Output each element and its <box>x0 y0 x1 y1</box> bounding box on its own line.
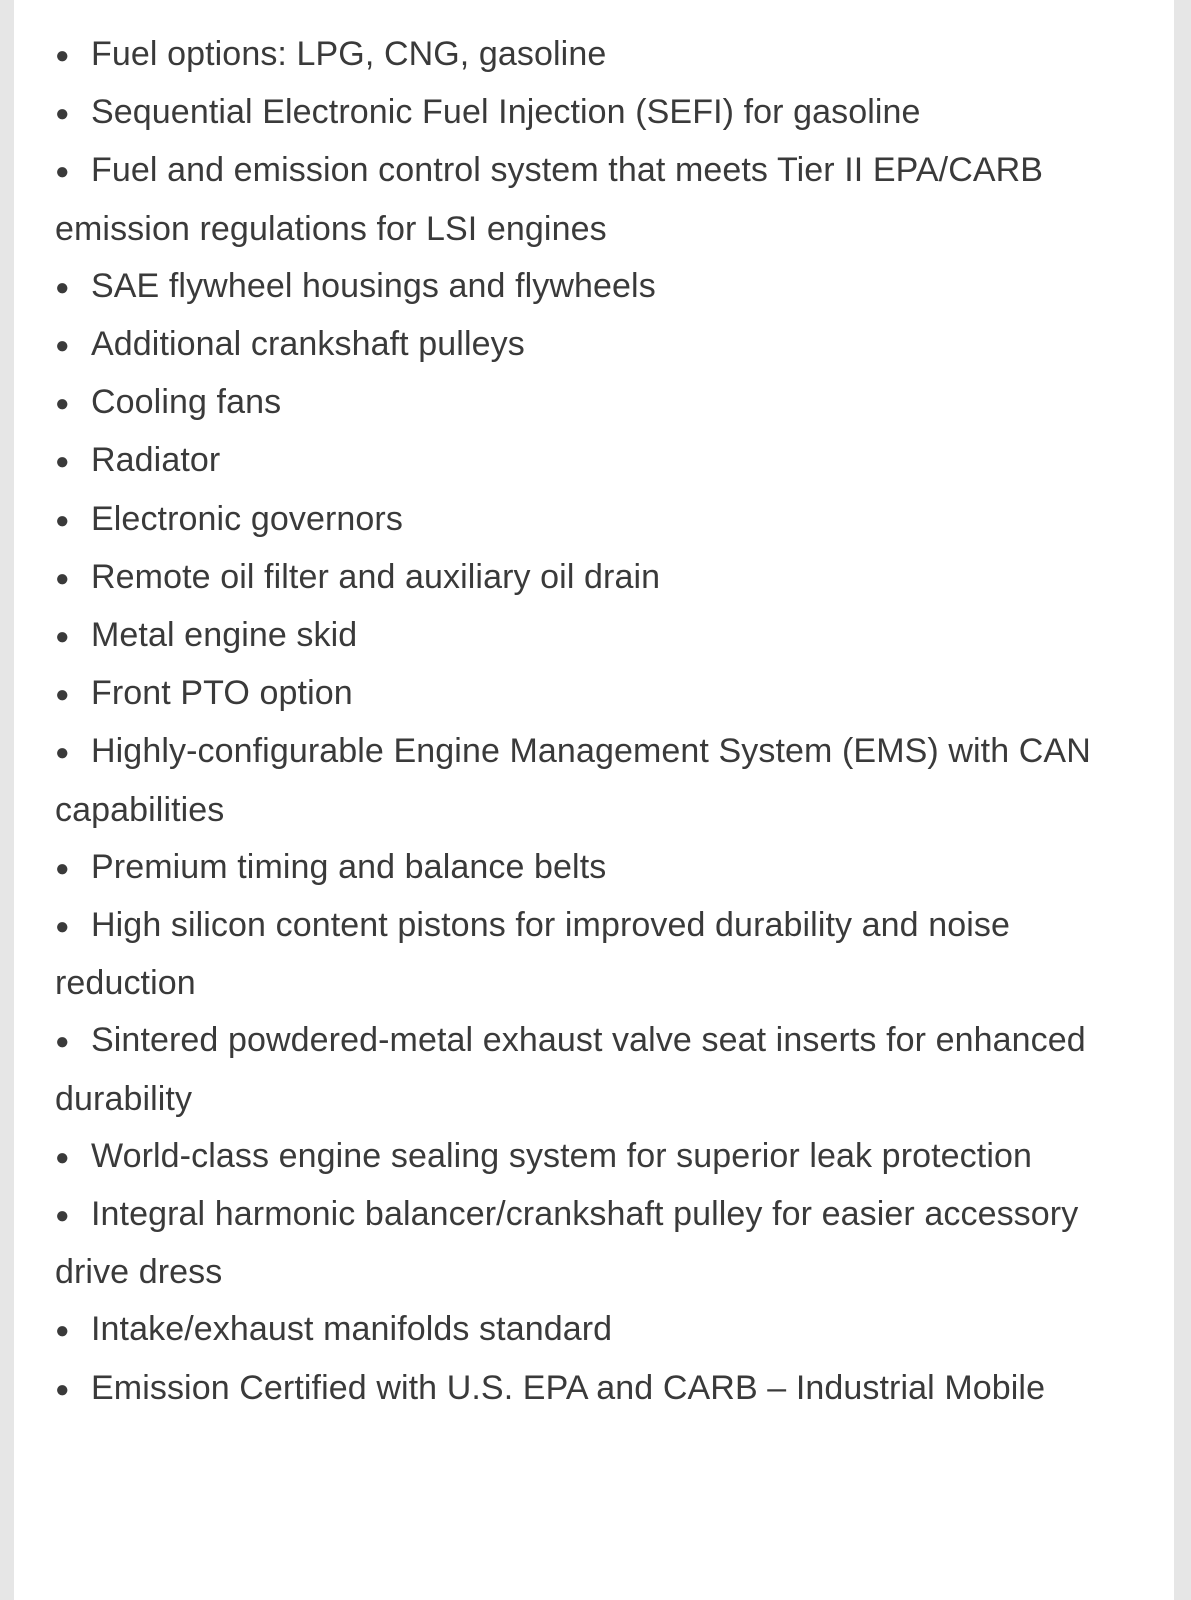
list-item <box>55 607 1130 665</box>
list-item-text: Electronic governors <box>91 499 403 538</box>
bullet-icon: ● <box>55 913 70 941</box>
bullet-icon: ● <box>55 1028 70 1056</box>
list-item <box>55 316 1130 374</box>
feature-list <box>55 26 1130 1418</box>
bullet-icon: ● <box>55 158 70 186</box>
document-page <box>14 0 1174 1600</box>
bullet-icon: ● <box>55 273 70 301</box>
bullet-icon: ● <box>55 332 70 360</box>
list-item <box>55 1301 1130 1359</box>
list-item <box>55 1128 1130 1186</box>
bullet-icon: ● <box>55 564 70 592</box>
list-item-text: Additional crankshaft pulleys <box>91 325 525 364</box>
list-item <box>55 897 1130 1012</box>
list-item-text: Sequential Electronic Fuel Injection (SEFI) for gasoline <box>91 93 921 132</box>
list-item-text: Highly-configurable Engine Management System (EMS) with CAN capabilities <box>55 732 1091 829</box>
list-item <box>55 374 1130 432</box>
list-item <box>55 1360 1130 1418</box>
bullet-icon: ● <box>55 390 70 418</box>
bullet-icon: ● <box>55 506 70 534</box>
bullet-icon: ● <box>55 1375 70 1403</box>
list-item <box>55 665 1130 723</box>
list-item-text: Fuel options: LPG, CNG, gasoline <box>91 35 607 73</box>
bullet-icon: ● <box>55 448 70 476</box>
list-item-text: Front PTO option <box>91 674 353 713</box>
list-item <box>55 1186 1130 1301</box>
list-item <box>55 491 1130 549</box>
list-item-text: Metal engine skid <box>91 616 358 655</box>
list-item-text: Emission Certified with U.S. EPA and CARB – Industrial Mobile <box>91 1368 1046 1407</box>
list-item-text: Integral harmonic balancer/crankshaft pulley for easier accessory drive dress <box>55 1195 1079 1292</box>
list-item-text: Radiator <box>91 441 221 480</box>
list-item-text: High silicon content pistons for improved durability and noise reduction <box>55 906 1011 1003</box>
list-item-text: Premium timing and balance belts <box>91 847 607 886</box>
list-item <box>55 549 1130 607</box>
bullet-icon: ● <box>55 623 70 651</box>
bullet-icon: ● <box>55 1143 70 1171</box>
list-item <box>55 142 1130 257</box>
bullet-icon: ● <box>55 739 70 767</box>
list-item-text: Cooling fans <box>91 383 282 422</box>
list-item <box>55 1012 1130 1127</box>
bullet-icon: ● <box>55 42 70 69</box>
list-item <box>55 432 1130 490</box>
list-item <box>55 84 1130 142</box>
list-item-text: Fuel and emission control system that meets Tier II EPA/CARB emission regulations for LSI engines <box>55 151 1044 248</box>
list-item <box>55 258 1130 316</box>
list-item-text: Intake/exhaust manifolds standard <box>91 1310 613 1349</box>
list-item-text: Remote oil filter and auxiliary oil drain <box>91 557 661 596</box>
list-item-text: Sintered powdered-metal exhaust valve seat inserts for enhanced durability <box>55 1021 1086 1118</box>
bullet-icon: ● <box>55 854 70 882</box>
bullet-icon: ● <box>55 681 70 709</box>
bullet-icon: ● <box>55 1317 70 1345</box>
list-item <box>55 723 1130 838</box>
bullet-icon: ● <box>55 1202 70 1230</box>
list-item <box>55 839 1130 897</box>
bullet-icon: ● <box>55 100 70 128</box>
list-item-text: SAE flywheel housings and flywheels <box>91 266 656 305</box>
list-item-text: World-class engine sealing system for superior leak protection <box>91 1136 1033 1175</box>
list-item <box>55 26 1130 84</box>
